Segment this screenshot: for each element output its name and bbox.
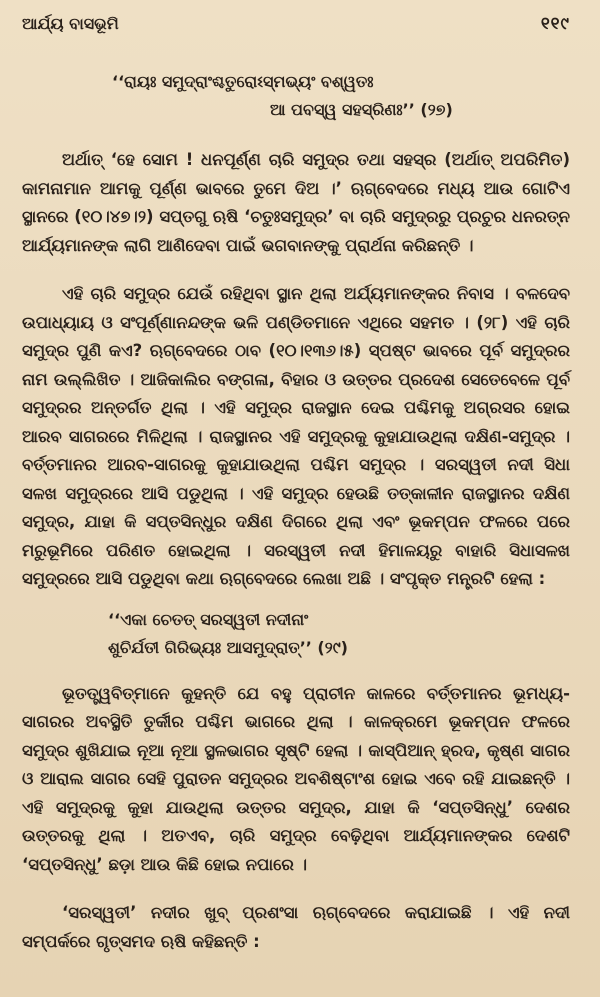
paragraph: ଅର୍ଥାତ୍ ‘ହେ ସୋମ ! ଧନପୂର୍ଣ୍ଣ ଚାରି ସମୁଦ୍ର ତଥା ସହସ୍ର (ଅର୍ଥାତ୍ ଅପରିମିତ) କାମନାମାନ ଆମକୁ ପୂର୍ଣ୍ଣ ଭାବରେ ତୁମେ ଦିଅ ।’ ଋଗ୍‌ବେଦରେ ମଧ୍ୟ ଆଉ ଗୋଟିଏ ସ୍ଥାନରେ (୧୦।୪୭।୨) ସପ୍ତଗୁ ଋଷି ‘ଚତୁଃସମୁଦ୍ର’ ବା ଚାରି ସମୁଦ୍ରରୁ ପ୍ରଚୁର ଧନରତ୍ନ ଆର୍ଯ୍ୟମାନଙ୍କ ଲାଗି ଆଣିଦେବା ପାଇଁ ଭଗବାନଙ୍କୁ ପ୍ରାର୍ଥନା କରିଛନ୍ତି । xyxy=(22,150,570,255)
verse-line: ‘‘ରାୟଃ ସମୁଦ୍ରାଂଶ୍ଚତୁରୋଽସ୍ମଭ୍ୟଂ ବଶ୍ୱତଃ xyxy=(112,72,374,91)
sanskrit-verse-29 xyxy=(22,606,570,662)
sanskrit-verse-27 xyxy=(22,68,570,124)
verse-line: ଶୁଚିର୍ଯତୀ ଗିରିଭ୍ୟଃ ଆସମୁଦ୍ରାତ୍’’ (୨୯) xyxy=(108,637,348,657)
verse-line: ‘‘ଏକା ଚେତତ୍ ସରସ୍ୱତୀ ନଦୀନାଂ xyxy=(108,609,309,629)
running-head: ଆର୍ଯ୍ୟ ବାସଭୂମି xyxy=(22,14,119,33)
paragraph: ଭୂତତ୍ତ୍ୱବିତ୍‌ମାନେ କୁହନ୍ତି ଯେ ବହୁ ପ୍ରାଚୀନ କାଳରେ ବର୍ତ୍ତମାନର ଭୂମଧ୍ୟ-ସାଗରର ଅବସ୍ଥିତି ତୁର୍କୀର ପଶ୍ଚିମ ଭାଗରେ ଥିଲା । କାଳକ୍ରମେ ଭୂକମ୍ପନ ଫଳରେ ସମୁଦ୍ର ଶୁଖିଯାଇ ନୂଆ ନୂଆ ସ୍ଥଳଭାଗର ସୃଷ୍ଟି ହେଲା । କାସ୍ପିଆନ୍ ହ୍ରଦ, କୃଷ୍ଣ ସାଗର ଓ ଆରାଲ ସାଗର ସେହି ପୁରାତନ ସମୁଦ୍ରର ଅବଶିଷ୍ଟାଂଶ ହୋଇ ଏବେ ରହି ଯାଇଛନ୍ତି । ଏହି ସମୁଦ୍ରକୁ କୁହା ଯାଉଥିଲା ଉତ୍ତର ସମୁଦ୍ର, ଯାହା କି ‘ସପ୍ତସିନ୍ଧୁ’ ଦେଶର ଉତ୍ତରକୁ ଥିଲା । ଅତଏବ, ଚାରି ସମୁଦ୍ର ବେଢ଼ିଥିବା ଆର୍ଯ୍ୟମାନଙ୍କର ଦେଶଟି ‘ସପ୍ତସିନ୍ଧୁ’ ଛଡ଼ା ଆଉ କିଛି ହୋଇ ନପାରେ । xyxy=(22,683,570,874)
paragraph: ଏହି ଚାରି ସମୁଦ୍ର ଯେଉଁ ରହିଥିବା ସ୍ଥାନ ଥିଲା ଅର୍ଯ୍ୟମାନଙ୍କର ନିବାସ । ବଳଦେବ ଉପାଧ୍ୟାୟ ଓ ସଂପୂର୍ଣ୍ଣାନନ୍ଦଙ୍କ ଭଳି ପଣ୍ଡିତମାନେ ଏଥିରେ ସହମତ । (୨୮) ଏହି ଚାରି ସମୁଦ୍ର ପୁଣି କଏ? ଋଗ୍‌ବେଦରେ ଠାବ (୧୦।୧୩୬।୫) ସ୍ପଷ୍ଟ ଭାବରେ ପୂର୍ବ ସମୁଦ୍ରର ନାମ ଉଲ୍ଲିଖିତ । ଆଜିକାଲିର ବଙ୍ଗଳା, ବିହାର ଓ ଉତ୍ତର ପ୍ରଦେଶ ସେତେବେଳେ ପୂର୍ବ ସମୁଦ୍ରର ଅନ୍ତର୍ଗତ ଥିଲା । ଏହି ସମୁଦ୍ର ରାଜସ୍ଥାନ ଦେଇ ପଶ୍ଚିମକୁ ଅଗ୍ରସର ହୋଇ ଆରବ ସାଗରରେ ମିଳିଥିଲା । ରାଜସ୍ଥାନର ଏହି ସମୁଦ୍ରକୁ କୁହାଯାଉଥିଲା ଦକ୍ଷିଣ-ସମୁଦ୍ର । ବର୍ତ୍ତମାନର ଆରବ-ସାଗରକୁ କୁହାଯାଉଥିଲା ପଶ୍ଚିମ ସମୁଦ୍ର । ସରସ୍ୱତୀ ନଦୀ ସିଧା ସଳଖ ସମୁଦ୍ରରେ ଆସି ପଡୁଥିଲା । ଏହି ସମୁଦ୍ର ହେଉଛି ତତ୍‌କାଳୀନ ରାଜସ୍ଥାନର ଦକ୍ଷିଣ ସମୁଦ୍ର, ଯାହା କି ସପ୍ତସିନ୍ଧୁର ଦକ୍ଷିଣ ଦିଗରେ ଥିଲା ଏବଂ ଭୂକମ୍ପନ ଫଳରେ ପରେ ମରୁଭୂମିରେ ପରିଣତ ହୋଇଥିଲା । ସରସ୍ୱତୀ ନଦୀ ହିମାଳୟରୁ ବାହାରି ସିଧାସଳଖ ସମୁଦ୍ରରେ ଆସି ପଡୁଥିବା କଥା ଋଗ୍‌ବେଦରେ ଲେଖା ଅଛି । ସଂପୃକ୍ତ ମନ୍ତ୍ରଟି ହେଲା : xyxy=(22,284,570,588)
page-header xyxy=(22,14,570,52)
page-number: ୧୧୯ xyxy=(540,14,570,34)
paragraph: ‘ସରସ୍ୱତୀ’ ନଦୀର ଖୁବ୍ ପ୍ରଶଂସା ଋଗ୍‌ବେଦରେ କରାଯାଇଛି । ଏହି ନଦୀ ସମ୍ପର୍କରେ ଗୃତ୍ସମଦ ଋଷି କହିଛନ୍ତି : xyxy=(22,903,570,951)
verse-line: ଆ ପବସ୍ୱ ସହସ୍ରିଣଃ’’ (୨୭) xyxy=(270,100,453,119)
